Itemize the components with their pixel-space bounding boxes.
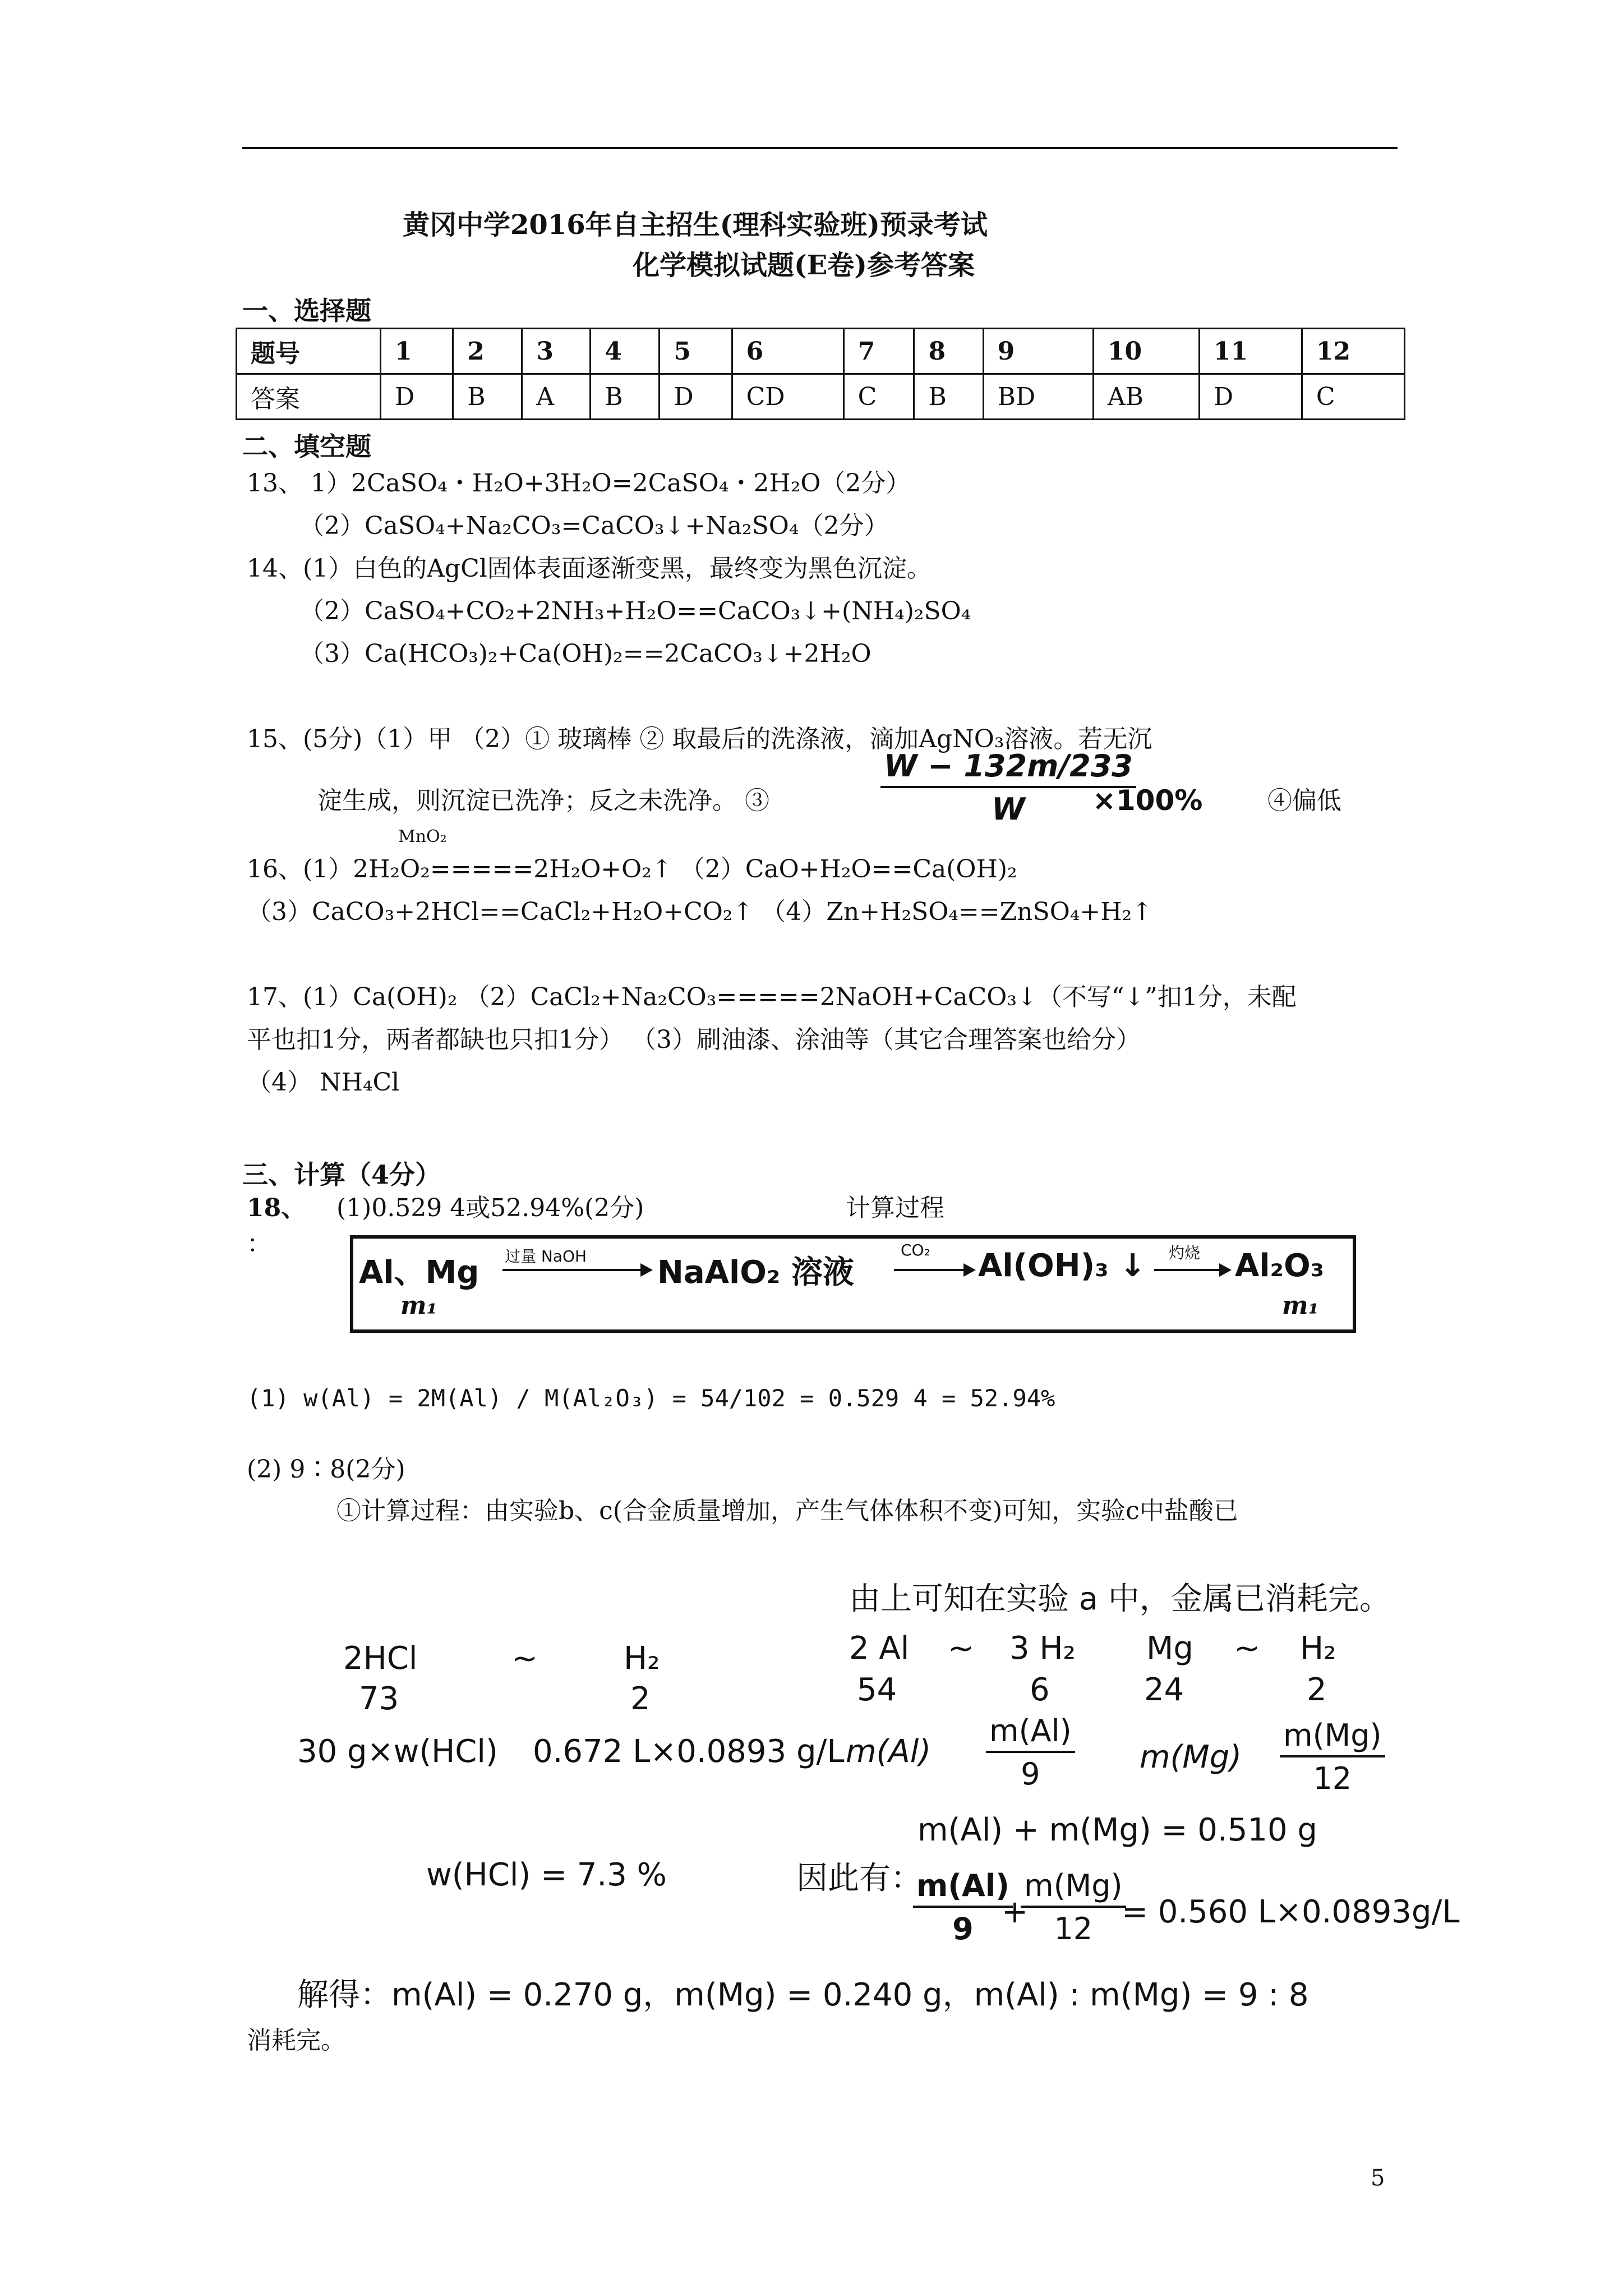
table-cell: B — [453, 374, 522, 420]
table-cell: 5 — [660, 329, 732, 374]
answer-13-1: 13、 1）2CaSO₄・H₂O+3H₂O=2CaSO₄・2H₂O（2分） — [247, 469, 911, 498]
flow-step3-label: 灼烧 — [1169, 1244, 1201, 1262]
section-heading-choice: 一、选择题 — [242, 296, 371, 326]
flow-end: Al₂O₃ — [1235, 1248, 1325, 1284]
fraction-denominator: 12 — [1313, 1761, 1352, 1796]
answer-18-part1: (1)0.529 4或52.94%(2分) — [336, 1194, 644, 1222]
answer-15-result: ④偏低 — [1267, 786, 1341, 815]
mg-mass: m(Mg) — [1140, 1739, 1242, 1775]
process-label: 计算过程 — [846, 1194, 944, 1222]
catalyst-label: MnO₂ — [398, 827, 447, 846]
table-cell: AB — [1093, 374, 1199, 420]
answer-15-line1: 15、(5分)（1）甲 （2）① 玻璃棒 ② 取最后的洗涤液，滴加AgNO₃溶液。若无沉 — [247, 725, 1152, 753]
al-molar: 54 — [857, 1672, 897, 1708]
mg-tilde: ~ — [1234, 1630, 1260, 1667]
al-mass: m(Al) — [846, 1733, 932, 1770]
mg-molar: 24 — [1144, 1672, 1184, 1708]
table-cell: 3 — [522, 329, 591, 374]
fraction-numerator: m(Al) — [913, 1868, 1013, 1908]
percent-factor: ×100% — [1092, 784, 1203, 817]
fraction-numerator: W − 132m/233 — [880, 748, 1136, 788]
h2-given: 0.672 L×0.0893 g/L — [533, 1733, 845, 1770]
fraction-denominator: 9 — [1021, 1756, 1040, 1792]
hcl-tilde: ~ — [511, 1640, 538, 1677]
answer-table — [236, 328, 1405, 420]
whcl-result: w(HCl) = 7.3 % — [426, 1857, 667, 1893]
answer-14-3: （3）Ca(HCO₃)₂+Ca(OH)₂==2CaCO₃↓+2H₂O — [299, 639, 872, 668]
table-cell: D — [660, 374, 732, 420]
table-cell: 4 — [591, 329, 660, 374]
answer-17-line2: 平也扣1分，两者都缺也只扣1分） （3）刷油漆、涂油等（其它合理答案也给分） — [247, 1025, 1141, 1054]
al-h2: 3 H₂ — [1009, 1630, 1076, 1667]
table-cell: 10 — [1093, 329, 1199, 374]
row-header-number: 题号 — [237, 329, 381, 374]
flow-step1-label: 过量 NaOH — [505, 1247, 587, 1266]
answer-14-2: （2）CaSO₄+CO₂+2NH₃+H₂O==CaCO₃↓+(NH₄)₂SO₄ — [299, 597, 971, 625]
title-line-2: 化学模拟试题(E卷)参考答案 — [633, 250, 975, 281]
flow-arrow-3 — [1154, 1269, 1229, 1271]
table-row-answers — [237, 374, 1405, 420]
answer-17-line3: （4） NH₄Cl — [247, 1068, 400, 1097]
table-cell: 12 — [1302, 329, 1404, 374]
table-cell: 7 — [843, 329, 914, 374]
table-cell: 2 — [453, 329, 522, 374]
table-cell: BD — [983, 374, 1093, 420]
solution-line: 解得：m(Al) = 0.270 g，m(Mg) = 0.240 g，m(Al) : m(Mg) = 9 : 8 — [297, 1977, 1309, 2013]
process-colon: ： — [247, 1230, 271, 1258]
al-h2-molar: 6 — [1030, 1672, 1050, 1708]
table-cell: D — [1199, 374, 1302, 420]
answer-16-line2: （3）CaCO₃+2HCl==CaCl₂+H₂O+CO₂↑ （4）Zn+H₂SO₄==ZnSO₄+H₂↑ — [247, 898, 1153, 926]
table-cell: CD — [732, 374, 843, 420]
flow-mass-left: m₁ — [400, 1291, 437, 1320]
title-line-1: 黄冈中学2016年自主招生(理科实验班)预录考试 — [403, 209, 988, 241]
eq2-fraction-al — [913, 1868, 1013, 1947]
fraction-denominator: W — [992, 792, 1025, 827]
answer-14-1: 14、(1）白色的AgCl固体表面逐渐变黑，最终变为黑色沉淀。 — [247, 554, 932, 583]
flow-mass-right: m₁ — [1282, 1291, 1319, 1320]
answer-16-line1: 16、(1）2H₂O₂=====2H₂O+O₂↑ （2）CaO+H₂O==Ca(OH)₂ — [247, 855, 1017, 884]
table-cell: 9 — [983, 329, 1093, 374]
table-cell: 11 — [1199, 329, 1302, 374]
question-18-label: 18、 — [247, 1194, 306, 1222]
table-cell: B — [914, 374, 983, 420]
hcl-given: 30 g×w(HCl) — [297, 1733, 498, 1770]
hcl-molar: 73 — [359, 1681, 399, 1717]
page-number: 5 — [1371, 2165, 1385, 2191]
table-cell: 8 — [914, 329, 983, 374]
flow-arrow-2 — [894, 1269, 974, 1271]
calc-mass-fraction: (1) w(Al) = 2M(Al) / M(Al₂O₃) = 54/102 = 0.529 4 = 52.94% — [247, 1384, 1055, 1412]
mg-h2: H₂ — [1300, 1630, 1336, 1667]
table-cell: A — [522, 374, 591, 420]
hcl-formula: 2HCl — [343, 1640, 418, 1677]
flow-arrow-1 — [502, 1269, 651, 1271]
mass-sum-equation: m(Al) + m(Mg) = 0.510 g — [917, 1812, 1317, 1848]
therefore-label: 因此有： — [796, 1860, 922, 1897]
flow-mid2: Al(OH)₃ ↓ — [978, 1248, 1146, 1284]
fraction-numerator: m(Mg) — [1021, 1868, 1126, 1908]
hcl-h2-molar: 2 — [630, 1681, 651, 1717]
table-cell: C — [843, 374, 914, 420]
table-cell: B — [591, 374, 660, 420]
answer-18-part2: (2) 9∶8(2分) — [247, 1455, 405, 1484]
conclusion-a: 由上可知在实验 a 中，金属已消耗完。 — [849, 1581, 1391, 1617]
fraction-denominator: 9 — [952, 1911, 974, 1947]
header-rule — [242, 147, 1398, 149]
table-row-numbers — [237, 329, 1405, 374]
section-heading-calc: 三、计算（4分） — [242, 1159, 441, 1190]
process-2-text: ①计算过程：由实验b、c(合金质量增加，产生气体体积不变)可知，实验c中盐酸已 — [336, 1497, 1238, 1525]
table-cell: 1 — [381, 329, 453, 374]
mg-formula: Mg — [1146, 1630, 1193, 1667]
mg-h2-fraction — [1280, 1718, 1385, 1796]
table-cell: D — [381, 374, 453, 420]
eq2-rhs: = 0.560 L×0.0893g/L — [1122, 1894, 1460, 1930]
fraction-denominator: 12 — [1054, 1911, 1093, 1947]
answer-17-line1: 17、(1）Ca(OH)₂ （2）CaCl₂+Na₂CO₃=====2NaOH+CaCO₃↓（不写“↓”扣1分，未配 — [247, 983, 1297, 1011]
fraction-numerator: m(Mg) — [1280, 1718, 1385, 1757]
consumed-text: 消耗完。 — [247, 2026, 345, 2055]
al-h2-fraction — [986, 1713, 1075, 1792]
row-header-answer: 答案 — [237, 374, 381, 420]
flow-start: Al、Mg — [359, 1254, 479, 1291]
flow-step2-label: CO₂ — [901, 1241, 930, 1259]
flow-mid1: NaAlO₂ 溶液 — [657, 1254, 854, 1291]
fraction-numerator: m(Al) — [986, 1713, 1075, 1753]
answer-15-line2: 淀生成，则沉淀已洗净；反之未洗净。 ③ — [317, 786, 769, 815]
eq2-fraction-mg — [1021, 1868, 1126, 1947]
section-heading-fill: 二、填空题 — [242, 431, 371, 462]
table-cell: 6 — [732, 329, 843, 374]
mg-h2-molar: 2 — [1307, 1672, 1327, 1708]
hcl-h2: H₂ — [624, 1640, 660, 1677]
al-formula: 2 Al — [849, 1630, 910, 1667]
eq2-plus: + — [1002, 1894, 1028, 1930]
table-cell: C — [1302, 374, 1404, 420]
al-tilde: ~ — [948, 1630, 974, 1667]
answer-13-2: （2）CaSO₄+Na₂CO₃=CaCO₃↓+Na₂SO₄（2分） — [299, 512, 889, 540]
